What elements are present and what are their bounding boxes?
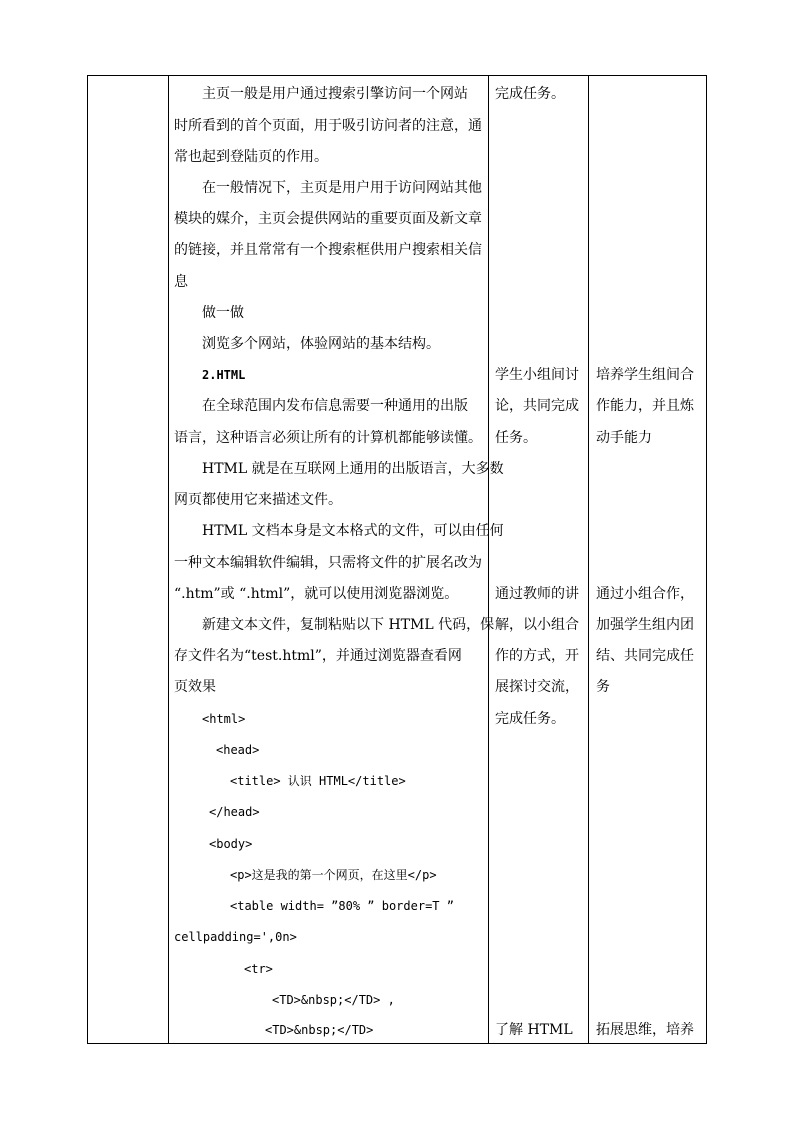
content-line: 时所看到的首个页面，用于吸引访问者的注意，通 xyxy=(174,118,482,134)
code-line: <TD>&nbsp;</TD> xyxy=(265,1023,374,1037)
intent-line: 作能力，并且炼 xyxy=(596,398,694,414)
content-line: HTML 文档本身是文本格式的文件，可以由任何 xyxy=(202,523,504,539)
code-line: <body> xyxy=(209,837,253,851)
intent-line: 结、共同完成任 xyxy=(596,648,694,664)
code-line: <html> xyxy=(202,712,246,726)
code-line: <title> 认识 HTML</title> xyxy=(230,774,406,788)
content-line: 新建文本文件，复制粘贴以下 HTML 代码，保 xyxy=(202,617,495,633)
content-line: 网页都使用它来描述文件。 xyxy=(174,492,342,508)
activity-line: 完成任务。 xyxy=(495,711,565,727)
code-line: <p>这是我的第一个网页，在这里</p> xyxy=(230,868,437,882)
intent-line: 务 xyxy=(596,679,610,695)
activity-line: 作的方式，开 xyxy=(495,648,579,664)
content-line: 在一般情况下，主页是用户用于访问网站其他 xyxy=(202,180,482,196)
intent-line: 拓展思维，培养 xyxy=(596,1022,694,1038)
content-line: 存文件名为“test.html”，并通过浏览器查看网 xyxy=(174,648,462,664)
content-line: 页效果 xyxy=(174,679,216,695)
code-line: </head> xyxy=(209,805,260,819)
content-line: 语言，这种语言必须让所有的计算机都能够读懂。 xyxy=(174,430,482,446)
content-line: 浏览多个网站，体验网站的基本结构。 xyxy=(202,336,440,352)
content-line: 在全球范围内发布信息需要一种通用的出版 xyxy=(202,398,468,414)
intent-line: 动手能力 xyxy=(596,430,652,446)
content-line: 常也起到登陆页的作用。 xyxy=(174,149,328,165)
activity-line: 论，共同完成 xyxy=(495,398,579,414)
content-line: 主页一般是用户通过搜索引擎访问一个网站 xyxy=(202,86,468,102)
code-line: <table width= ”80% ” border=T ” xyxy=(230,899,454,913)
activity-line: 展探讨交流， xyxy=(495,679,579,695)
content-line: 的链接，并且常常有一个搜索框供用户搜索相关信 xyxy=(174,242,482,258)
activity-line: 学生小组间讨 xyxy=(495,367,579,383)
activity-line: 了解 HTML xyxy=(495,1022,573,1038)
intent-line: 通过小组合作， xyxy=(596,586,694,602)
intent-line: 培养学生组间合 xyxy=(596,367,694,383)
content-line: “.htm”或 “.html”，就可以使用浏览器浏览。 xyxy=(174,586,459,602)
content-line: HTML 就是在互联网上通用的出版语言，大多数 xyxy=(202,461,504,477)
section-heading: 2.HTML xyxy=(202,368,246,382)
activity-line: 解，以小组合 xyxy=(495,617,579,633)
code-line: <TD>&nbsp;</TD> , xyxy=(272,993,395,1007)
intent-line: 加强学生组内团 xyxy=(596,617,694,633)
activity-line: 完成任务。 xyxy=(495,86,565,102)
student-activity-column xyxy=(489,76,587,1043)
lesson-table xyxy=(87,75,707,1044)
content-line: 模块的媒介，主页会提供网站的重要页面及新文章 xyxy=(174,211,482,227)
blank-column xyxy=(88,76,168,1043)
code-line: <tr> xyxy=(244,962,273,976)
content-column xyxy=(169,76,504,1043)
code-line: cellpadding=',0n> xyxy=(174,930,297,944)
activity-line: 任务。 xyxy=(495,430,537,446)
content-line: 一种文本编辑软件编辑，只需将文件的扩展名改为 xyxy=(174,555,482,571)
code-line: <head> xyxy=(216,743,260,757)
design-intent-column xyxy=(589,76,707,1043)
activity-line: 通过教师的讲 xyxy=(495,586,579,602)
content-line: 做一做 xyxy=(202,305,244,321)
content-line: 息 xyxy=(174,274,188,290)
